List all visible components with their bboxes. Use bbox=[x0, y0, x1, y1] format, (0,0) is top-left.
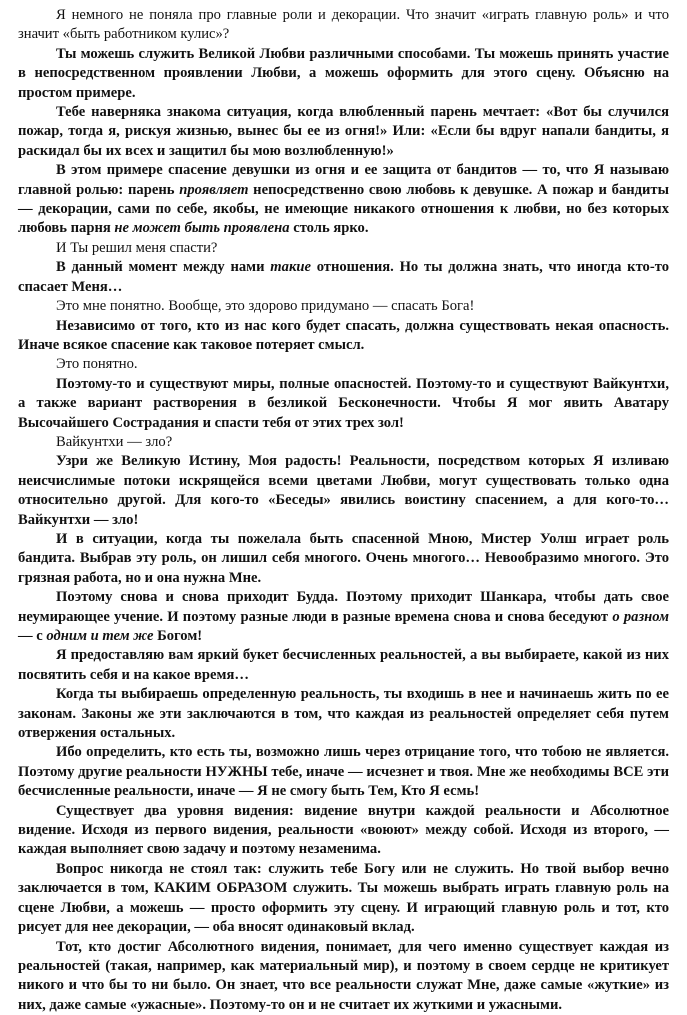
paragraph-question bbox=[18, 297, 669, 316]
paragraph-answer bbox=[18, 743, 669, 801]
paragraph-answer bbox=[18, 258, 669, 297]
text-run: Независимо от того, кто из нас кого будет спасать, должна существовать некая опасность. Иначе всякое спасение как таковое потеряет смысл. bbox=[18, 318, 669, 353]
paragraph-answer bbox=[18, 161, 669, 239]
paragraph-answer bbox=[18, 375, 669, 433]
paragraph-question bbox=[18, 433, 669, 452]
text-run: Тебе наверняка знакома ситуация, когда влюбленный парень мечтает: «Вот бы случился пожар, тогда я, рискуя жизнью, вынес бы ее из огня!» Или: «Если бы вдруг напали бандиты, я раскидал бы их всех и защитил бы мою возлюбленную!» bbox=[18, 104, 669, 159]
text-run: Вайкунтхи — зло? bbox=[56, 434, 172, 450]
text-run: — с bbox=[18, 628, 46, 644]
text-run: непосредственно свою любовь к девушке. А пожар и бандиты — декорации, сами по себе, якобы, не имеющие никакого отношения к любви, но без которых любовь парня bbox=[18, 182, 669, 237]
text-run: В этом примере спасение девушки из огня и ее защита от бандитов — то, что Я называю главной ролью: парень bbox=[18, 162, 669, 197]
text-run: Я предоставляю вам яркий букет бесчисленных реальностей, а вы выбираете, какой из них посвятить себя и на какое время… bbox=[18, 647, 669, 682]
text-run: Когда ты выбираешь определенную реальность, ты входишь в нее и начинаешь жить по ее законам. Законы же эти заключаются в том, что каждая из реальностей определяет себя путем отвержения остальных. bbox=[18, 686, 669, 741]
text-run: В данный момент между нами bbox=[56, 259, 270, 275]
emphasis-text: о разном bbox=[612, 609, 669, 625]
text-run: Тот, кто достиг Абсолютного видения, понимает, для чего именно существует каждая из реальностей (такая, например, как материальный мир), и поэтому в своем сердце не критикует никого и что бы то ни было. Он знает, что все реальности служат Мне, даже самые «жуткие» из них, даже самые «ужасные». Поэтому-то он и не считает их жуткими и ужасными. bbox=[18, 939, 669, 1013]
paragraph-question bbox=[18, 239, 669, 258]
paragraph-answer bbox=[18, 452, 669, 530]
emphasis-text: такие bbox=[270, 259, 311, 275]
text-run: Это понятно. bbox=[56, 356, 138, 372]
paragraph-answer bbox=[18, 530, 669, 588]
paragraph-answer bbox=[18, 588, 669, 646]
paragraph-answer bbox=[18, 938, 669, 1015]
text-run: Ибо определить, кто есть ты, возможно лишь через отрицание того, что тобою не является. Поэтому другие реальности НУЖНЫ тебе, иначе — исчезнет и твоя. Мне же необходимы ВСЕ эти бесчисленные реальности, иначе — Я не смогу быть Тем, Кто Я есмь! bbox=[18, 744, 669, 799]
text-run: отношения. Но ты должна знать, что иногда кто-то спасает Меня… bbox=[18, 259, 669, 294]
text-run: И Ты решил меня спасти? bbox=[56, 240, 217, 256]
emphasis-text: не может быть проявлена bbox=[114, 220, 289, 236]
text-run: Богом! bbox=[153, 628, 202, 644]
emphasis-text: проявляет bbox=[179, 182, 248, 198]
text-run: Узри же Великую Истину, Моя радость! Реальности, посредством которых Я изливаю неисчислимые потоки искрящейся всеми цветами Любви, могут существовать только одна относительно другой. Для кого-то «Беседы» явились воистину спасением, а для кого-то… Вайкунтхи — зло! bbox=[18, 453, 669, 527]
paragraph-answer bbox=[18, 317, 669, 356]
paragraph-answer bbox=[18, 860, 669, 938]
text-run: Существует два уровня видения: видение внутри каждой реальности и Абсолютное видение. Исходя из первого видения, реальности «воюют» между собой. Исходя из второго, — каждая выполняет свою задачу и поэтому незаменима. bbox=[18, 803, 669, 858]
text-run: Вопрос никогда не стоял так: служить тебе Богу или не служить. Но твой выбор вечно заключается в том, КАКИМ ОБРАЗОМ служить. Ты можешь выбрать играть главную роль на сцене Любви, а можешь — просто оформить эту сцену. И играющий главную роль и тот, кто рисует для нее декорации, — оба вносят одинаковый вклад. bbox=[18, 861, 669, 935]
text-run: Поэтому-то и существуют миры, полные опасностей. Поэтому-то и существуют Вайкунтхи, а также вариант растворения в безликой Бесконечности. Чтобы Я мог явить Аватару Высочайшего Сострадания и спасти тебя от этих трех зол! bbox=[18, 376, 669, 431]
paragraph-answer bbox=[18, 45, 669, 103]
paragraph-question bbox=[18, 6, 669, 45]
emphasis-text: одним и тем же bbox=[46, 628, 153, 644]
paragraph-answer bbox=[18, 802, 669, 860]
text-run: Это мне понятно. Вообще, это здорово придумано — спасать Бога! bbox=[56, 298, 474, 314]
text-run: Поэтому снова и снова приходит Будда. Поэтому приходит Шанкара, чтобы дать свое неумирающее учение. И поэтому разные люди в разные времена снова и снова беседуют bbox=[18, 589, 669, 624]
paragraph-answer bbox=[18, 103, 669, 161]
text-run: Ты можешь служить Великой Любви различными способами. Ты можешь принять участие в непосредственном проявлении Любви, а можешь оформить для этого сцену. Объясню на простом примере. bbox=[18, 46, 669, 101]
paragraph-question bbox=[18, 355, 669, 374]
paragraph-answer bbox=[18, 646, 669, 685]
text-run: И в ситуации, когда ты пожелала быть спасенной Мною, Мистер Уолш играет роль бандита. Выбрав эту роль, он лишил себя многого. Очень многого… Невообразимо многого. Это грязная работа, но и она нужна Мне. bbox=[18, 531, 669, 586]
text-run: столь ярко. bbox=[290, 220, 369, 236]
text-run: Я немного не поняла про главные роли и декорации. Что значит «играть главную роль» и что значит «быть работником кулис»? bbox=[18, 7, 669, 42]
paragraph-answer bbox=[18, 685, 669, 743]
